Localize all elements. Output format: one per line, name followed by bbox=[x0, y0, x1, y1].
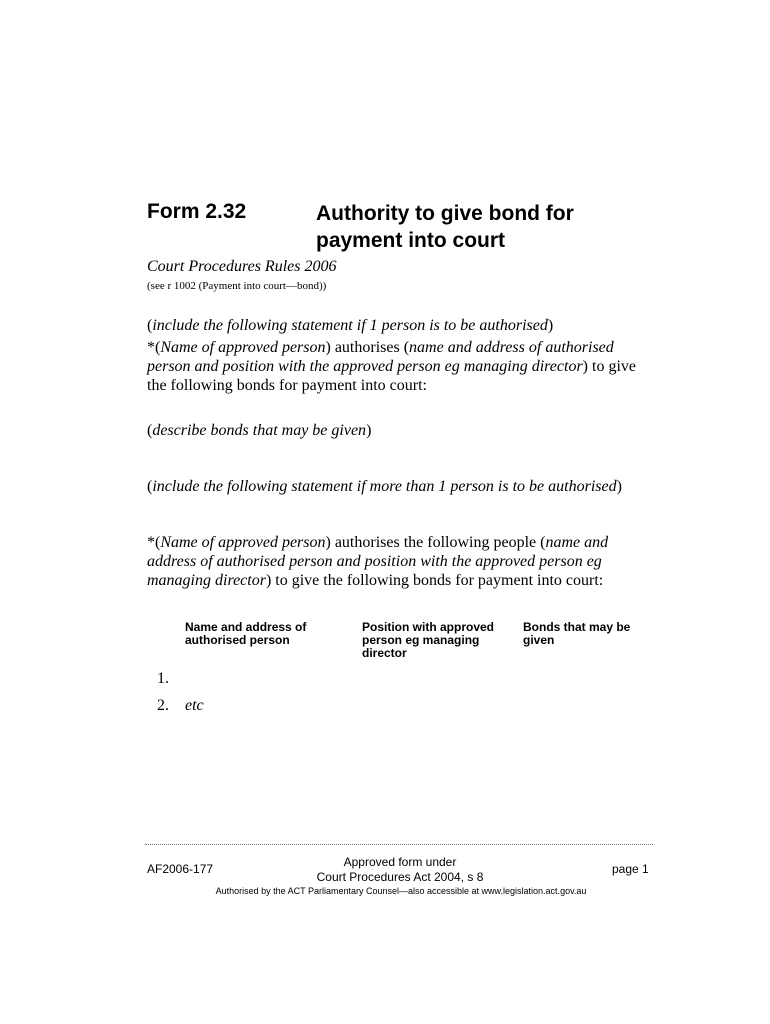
table-row-number: 2. bbox=[157, 697, 169, 714]
table-row-etc: etc bbox=[185, 697, 204, 714]
column-header-name: Name and address of authorised person bbox=[185, 620, 307, 647]
footer-approval-line1: Approved form under bbox=[343, 855, 457, 869]
rule-reference: (see r 1002 (Payment into court—bond)) bbox=[147, 280, 327, 292]
table-row-number: 1. bbox=[157, 670, 169, 687]
form-number: Form 2.32 bbox=[147, 200, 247, 223]
single-authorisation-statement: *(Name of approved person) authorises (name and address of authorised person and position with the approved person eg managing director) to give the following bonds for payment into court: bbox=[147, 339, 636, 394]
column-header-position: Position with approved person eg managing director bbox=[362, 620, 495, 660]
instruction-single: (include the following statement if 1 person is to be authorised) bbox=[147, 317, 554, 334]
form-title: Authority to give bond for payment into court bbox=[316, 202, 574, 252]
footer-authorisation-note: Authorised by the ACT Parliamentary Counsel—also accessible at www.legislation.act.gov.au bbox=[215, 886, 587, 896]
footer-form-code: AF2006-177 bbox=[147, 862, 214, 876]
footer-approval bbox=[300, 855, 500, 885]
instruction-multiple: (include the following statement if more than 1 person is to be authorised) bbox=[147, 478, 622, 495]
rules-name: Court Procedures Rules 2006 bbox=[147, 258, 337, 275]
footer-page-number: page 1 bbox=[612, 862, 649, 876]
instruction-describe-bonds: (describe bonds that may be given) bbox=[147, 422, 372, 439]
footer-approval-line2: Court Procedures Act 2004, s 8 bbox=[316, 870, 484, 884]
multiple-authorisation-statement: *(Name of approved person) authorises the following people (name and address of authorised person and position with the approved person eg managing director) to give the following bonds for payment into court: bbox=[147, 534, 609, 589]
column-header-bonds: Bonds that may be given bbox=[523, 620, 631, 647]
footer-divider bbox=[145, 844, 653, 845]
